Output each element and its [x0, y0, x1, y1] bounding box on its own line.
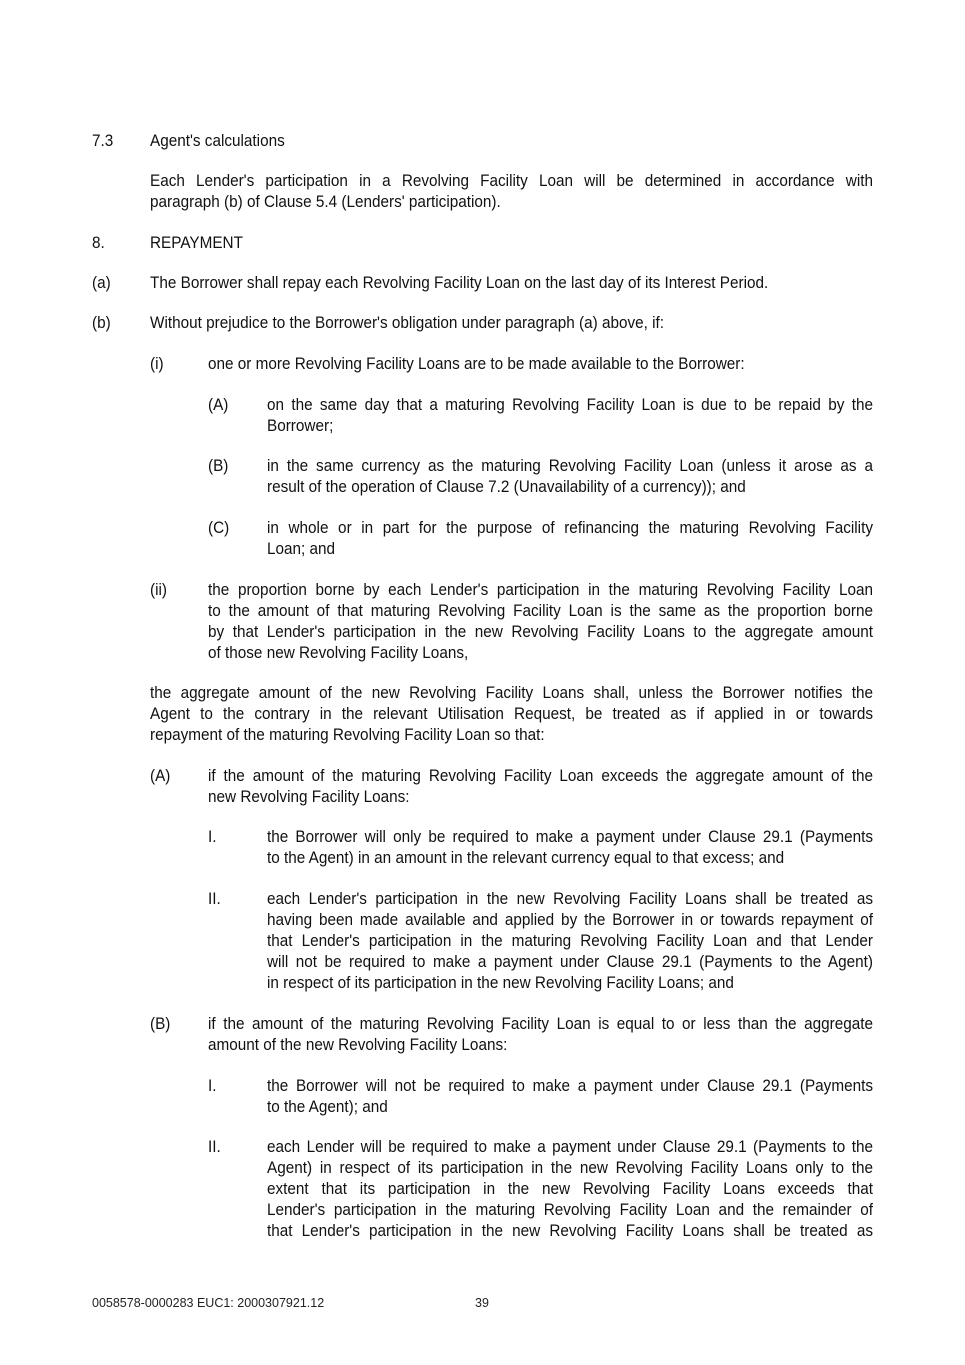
clause-number: I. [208, 1075, 217, 1095]
clause-number: 7.3 [92, 130, 114, 150]
text-line: the aggregate amount of the new Revolving Facility Loans shall, unless the Borrower notifies the [150, 682, 873, 702]
text-line: Loan; and [267, 538, 336, 558]
text-line: Without prejudice to the Borrower's obligation under paragraph (a) above, if: [150, 312, 665, 332]
section-heading [150, 232, 873, 253]
text-line: by that Lender's participation in the new Revolving Facility Loans to the aggregate amount [208, 621, 873, 641]
text-line: on the same day that a maturing Revolving Facility Loan is due to be repaid by the [267, 394, 873, 414]
clause-number: (a) [92, 272, 111, 292]
text-line: one or more Revolving Facility Loans are to be made available to the Borrower: [208, 353, 745, 373]
text-line: result of the operation of Clause 7.2 (Unavailability of a currency)); and [267, 476, 746, 496]
clause-text [208, 353, 873, 374]
text-line: if the amount of the maturing Revolving Facility Loan exceeds the aggregate amount of the [208, 765, 873, 785]
text-line: each Lender will be required to make a payment under Clause 29.1 (Payments to the [267, 1136, 873, 1156]
clause-text [267, 888, 873, 993]
text-line: extent that its participation in the new Revolving Facility Loans exceeds that [267, 1178, 873, 1198]
clause-number: (b) [92, 312, 111, 332]
clause-text [150, 272, 873, 293]
clause-number: II. [208, 1136, 221, 1156]
text-line: in whole or in part for the purpose of refinancing the maturing Revolving Facility [267, 517, 873, 537]
text-line: that Lender's participation in the new Revolving Facility Loans shall be treated as [267, 1220, 873, 1240]
clause-number: (A) [208, 394, 229, 414]
text-line: paragraph (b) of Clause 5.4 (Lenders' participation). [150, 191, 501, 211]
text-line: new Revolving Facility Loans: [208, 786, 410, 806]
clause-text [208, 765, 873, 807]
text-line: Each Lender's participation in a Revolving Facility Loan will be determined in accordance with [150, 170, 873, 190]
text-line: in respect of its participation in the new Revolving Facility Loans; and [267, 972, 734, 992]
text-line: The Borrower shall repay each Revolving Facility Loan on the last day of its Interest Period. [150, 272, 769, 292]
clause-text [267, 517, 873, 559]
text-line: each Lender's participation in the new Revolving Facility Loans shall be treated as [267, 888, 873, 908]
clause-number: I. [208, 826, 217, 846]
clause-text [267, 1075, 873, 1117]
text-line: Agent to the contrary in the relevant Utilisation Request, be treated as if applied in or towards [150, 703, 873, 723]
text-line: REPAYMENT [150, 232, 243, 252]
text-line: the proportion borne by each Lender's participation in the maturing Revolving Facility Loan [208, 579, 873, 599]
text-line: having been made available and applied by the Borrower in or towards repayment of [267, 909, 873, 929]
clause-number: (C) [208, 517, 230, 537]
clause-text [150, 312, 873, 333]
text-line: of those new Revolving Facility Loans, [208, 642, 469, 662]
clause-text [267, 455, 873, 497]
text-line: will not be required to make a payment under Clause 29.1 (Payments to the Agent) [267, 951, 873, 971]
clause-number: (B) [208, 455, 229, 475]
clause-number: 8. [92, 232, 105, 252]
clause-text [267, 826, 873, 868]
text-line: repayment of the maturing Revolving Facility Loan so that: [150, 724, 545, 744]
clause-number: (i) [150, 353, 164, 373]
text-line: amount of the new Revolving Facility Loans: [208, 1034, 508, 1054]
text-line: that Lender's participation in the maturing Revolving Facility Loan and that Lender [267, 930, 873, 950]
footer-doc-ref: 0058578-0000283 EUC1: 2000307921.12 [92, 1296, 325, 1310]
text-line: Agent's calculations [150, 130, 285, 150]
clause-number: (ii) [150, 579, 168, 599]
text-line: if the amount of the maturing Revolving Facility Loan is equal to or less than the aggregate [208, 1013, 873, 1033]
page-number: 39 [475, 1296, 489, 1310]
text-line: in the same currency as the maturing Revolving Facility Loan (unless it arose as a [267, 455, 873, 475]
text-line: to the Agent) in an amount in the relevant currency equal to that excess; and [267, 847, 785, 867]
clause-number: (A) [150, 765, 171, 785]
text-line: to the amount of that maturing Revolving Facility Loan is the same as the proportion borne [208, 600, 873, 620]
text-line: Lender's participation in the maturing Revolving Facility Loan and the remainder of [267, 1199, 873, 1219]
clause-text [150, 682, 873, 745]
text-line: the Borrower will only be required to make a payment under Clause 29.1 (Payments [267, 826, 873, 846]
clause-text [208, 1013, 873, 1055]
clause-text [267, 1136, 873, 1241]
clause-text [150, 170, 873, 212]
clause-text [208, 579, 873, 663]
text-line: Agent) in respect of its participation in the new Revolving Facility Loans only to the [267, 1157, 873, 1177]
clause-text [267, 394, 873, 436]
text-line: Borrower; [267, 415, 334, 435]
clause-number: II. [208, 888, 221, 908]
clause-number: (B) [150, 1013, 171, 1033]
section-heading [150, 130, 873, 151]
text-line: to the Agent); and [267, 1096, 388, 1116]
text-line: the Borrower will not be required to make a payment under Clause 29.1 (Payments [267, 1075, 873, 1095]
